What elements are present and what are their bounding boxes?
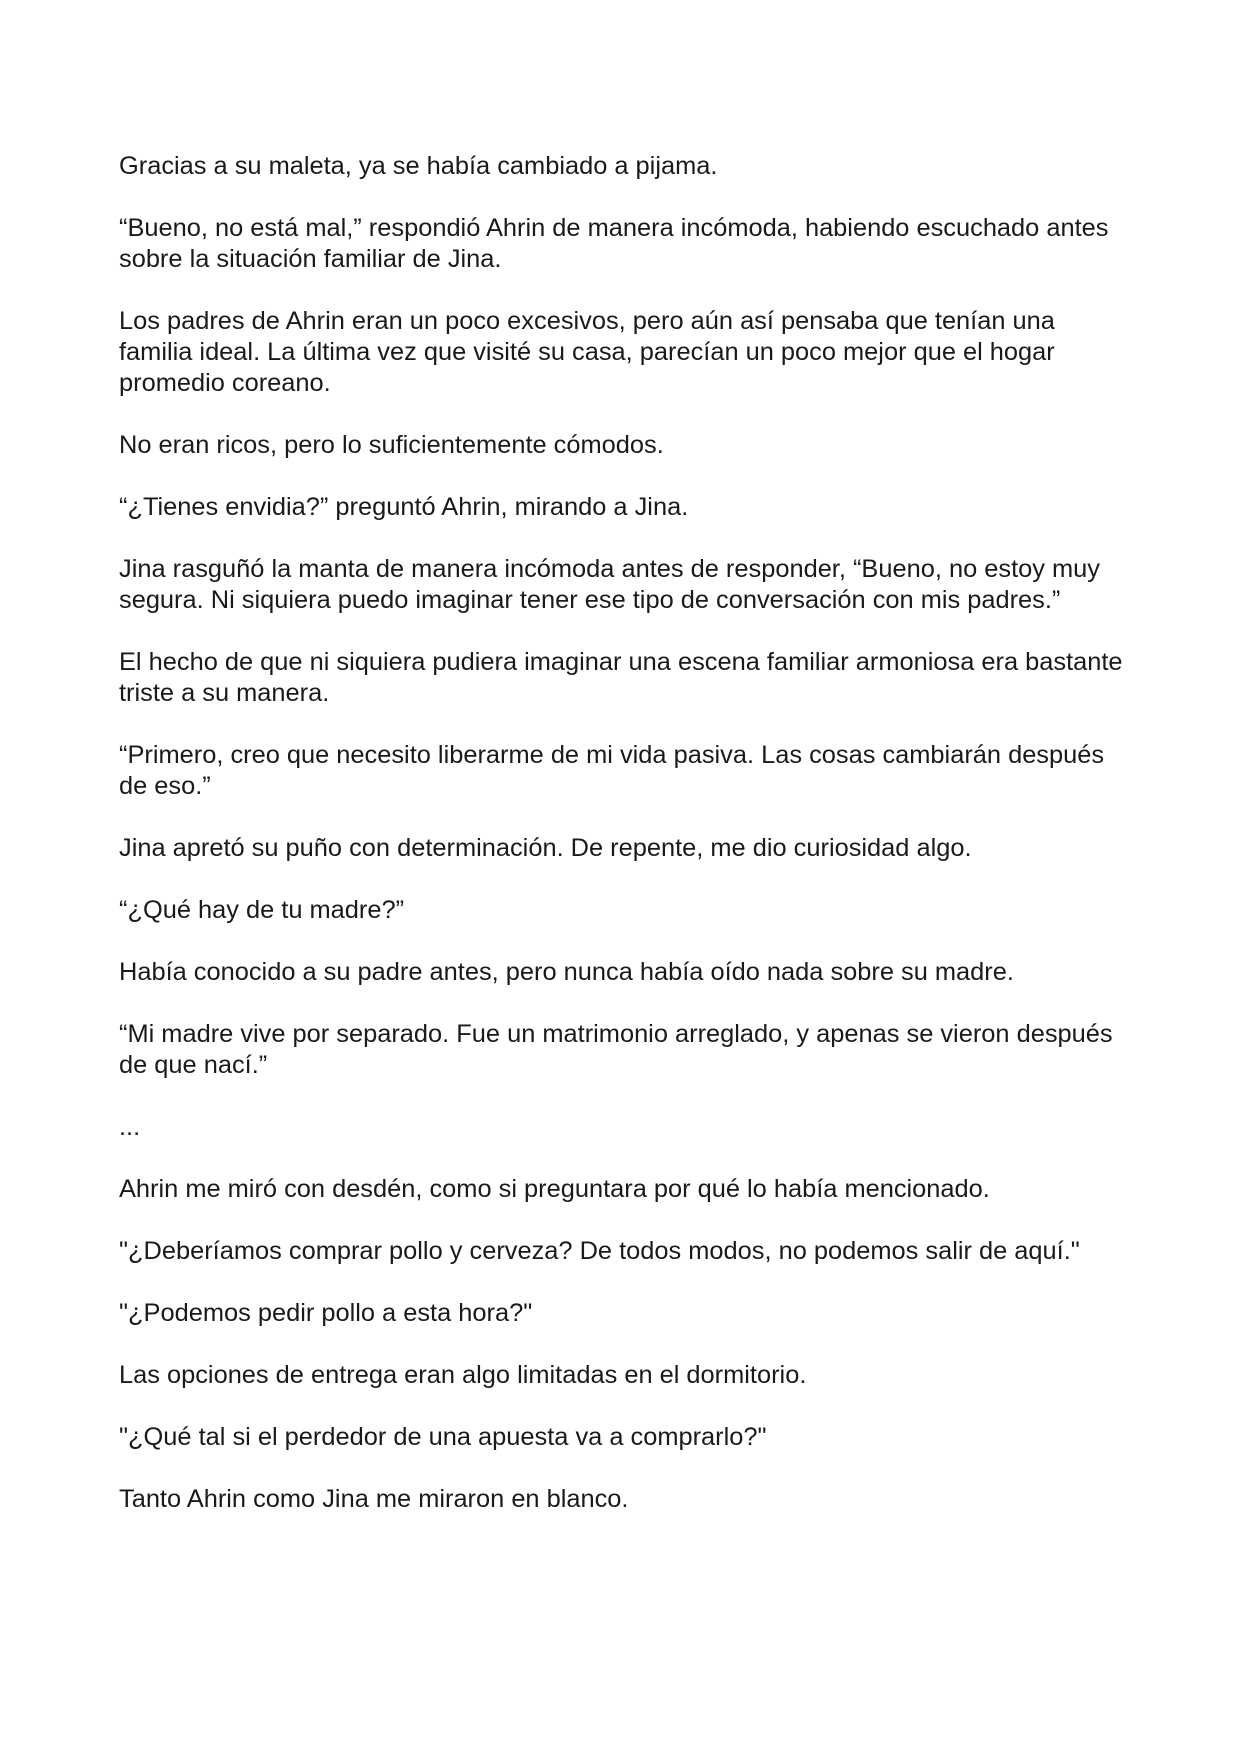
- paragraph: “¿Qué hay de tu madre?”: [119, 896, 405, 924]
- paragraph: Había conocido a su padre antes, pero nunca había oído nada sobre su madre.: [119, 958, 1014, 986]
- paragraph: “Mi madre vive por separado. Fue un matrimonio arreglado, y apenas se vieron después de que nací.”: [119, 1020, 1113, 1079]
- paragraph: El hecho de que ni siquiera pudiera imaginar una escena familiar armoniosa era bastante triste a su manera.: [119, 648, 1123, 707]
- paragraph: "¿Qué tal si el perdedor de una apuesta va a comprarlo?": [119, 1423, 767, 1451]
- paragraph: “Primero, creo que necesito liberarme de mi vida pasiva. Las cosas cambiarán después de eso.”: [119, 741, 1105, 800]
- paragraph: Gracias a su maleta, ya se había cambiado a pijama.: [119, 152, 718, 180]
- paragraph: ...: [119, 1113, 141, 1141]
- paragraph: Tanto Ahrin como Jina me miraron en blanco.: [119, 1485, 629, 1513]
- paragraph: “Bueno, no está mal,” respondió Ahrin de manera incómoda, habiendo escuchado antes sobre la situación familiar de Jina.: [119, 214, 1109, 273]
- paragraph: Jina apretó su puño con determinación. De repente, me dio curiosidad algo.: [119, 834, 972, 862]
- paragraph: Ahrin me miró con desdén, como si preguntara por qué lo había mencionado.: [119, 1175, 990, 1203]
- paragraph: Los padres de Ahrin eran un poco excesivos, pero aún así pensaba que tenían una familia ideal. La última vez que visité su casa, parecían un poco mejor que el hogar promedio coreano.: [119, 307, 1055, 397]
- paragraph: "¿Podemos pedir pollo a esta hora?": [119, 1299, 533, 1327]
- paragraph: “¿Tienes envidia?” preguntó Ahrin, mirando a Jina.: [119, 493, 689, 521]
- paragraph: No eran ricos, pero lo suficientemente cómodos.: [119, 431, 664, 459]
- document-body: [119, 151, 1129, 1546]
- paragraph: Jina rasguñó la manta de manera incómoda antes de responder, “Bueno, no estoy muy segura. Ni siquiera puedo imaginar tener ese tipo de conversación con mis padres.”: [119, 555, 1100, 614]
- paragraph: "¿Deberíamos comprar pollo y cerveza? De todos modos, no podemos salir de aquí.": [119, 1237, 1080, 1265]
- paragraph: Las opciones de entrega eran algo limitadas en el dormitorio.: [119, 1361, 807, 1389]
